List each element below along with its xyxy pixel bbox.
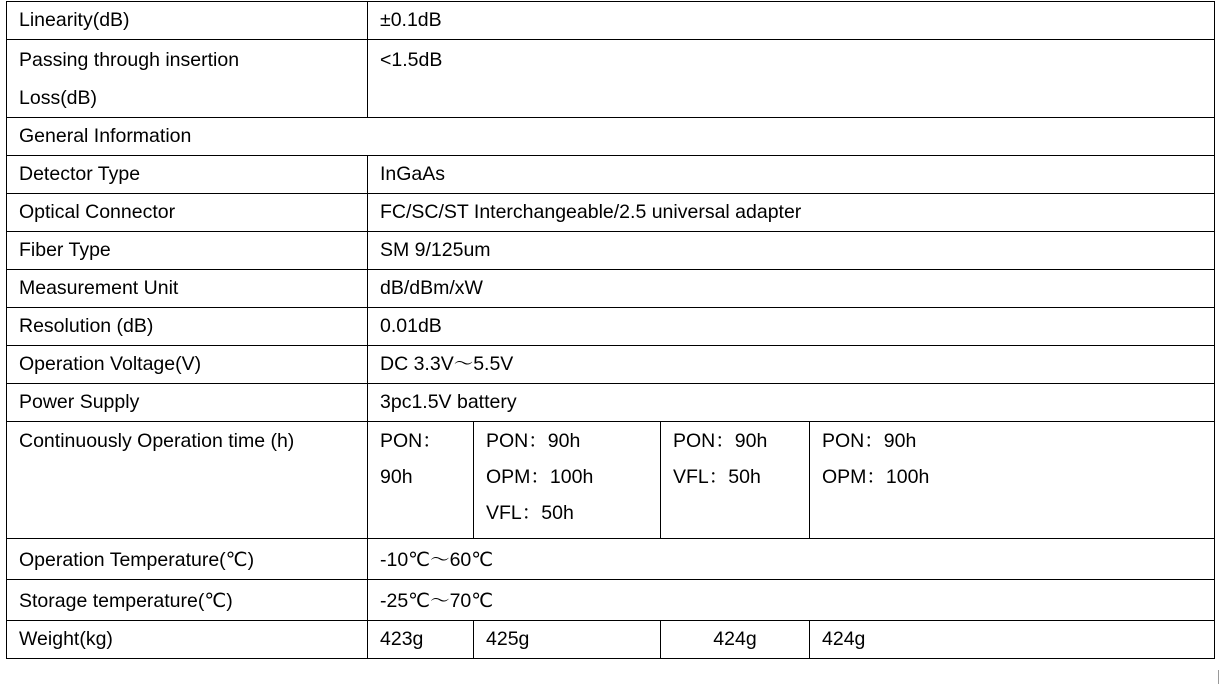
operation-time-model-3-line1: PON：90h: [673, 430, 768, 452]
table-row-operation-voltage: [7, 346, 1215, 384]
table-row-power-supply: [7, 384, 1215, 422]
storage-temperature-label: Storage temperature(℃): [7, 580, 368, 621]
table-row-weight: [7, 621, 1215, 659]
table-row-fiber-type: [7, 232, 1215, 270]
operation-time-model-4-line2: OPM：100h: [822, 466, 930, 488]
operation-time-label: Continuously Operation time (h): [7, 422, 368, 539]
measurement-unit-value: dB/dBm/xW: [368, 270, 1215, 308]
operation-time-model-2-line3: VFL：50h: [486, 502, 574, 524]
general-information-heading: General Information: [7, 118, 1215, 156]
fiber-type-value: SM 9/125um: [368, 232, 1215, 270]
operation-time-model-4: [810, 422, 1215, 539]
optical-connector-value: FC/SC/ST Interchangeable/2.5 universal adapter: [368, 194, 1215, 232]
weight-label: Weight(kg): [7, 621, 368, 659]
table-row-general-information: [7, 118, 1215, 156]
operation-time-model-1: [368, 422, 474, 539]
table-row-optical-connector: [7, 194, 1215, 232]
table-row-storage-temperature: [7, 580, 1215, 621]
power-supply-label: Power Supply: [7, 384, 368, 422]
resolution-value: 0.01dB: [368, 308, 1215, 346]
operation-time-model-2-line1: PON：90h: [486, 430, 581, 452]
weight-value-4: 424g: [810, 621, 1215, 659]
operation-time-model-3-line2: VFL：50h: [673, 466, 761, 488]
insertion-loss-label-line1: Passing through insertion: [19, 49, 240, 71]
fiber-type-label: Fiber Type: [7, 232, 368, 270]
insertion-loss-label: [7, 40, 368, 118]
insertion-loss-label-line2: Loss(dB): [19, 87, 98, 109]
table-row-operation-time: [7, 422, 1215, 539]
specification-table: [6, 1, 1215, 659]
weight-value-2: 425g: [474, 621, 661, 659]
operation-time-model-3: [661, 422, 810, 539]
operation-time-model-4-line1: PON：90h: [822, 430, 917, 452]
operation-time-model-1-line1: PON：: [380, 430, 442, 452]
linearity-value: ±0.1dB: [368, 2, 1215, 40]
page-edge-mark: [1218, 670, 1219, 684]
linearity-label: Linearity(dB): [7, 2, 368, 40]
detector-type-value: InGaAs: [368, 156, 1215, 194]
operation-temperature-value: -10℃～60℃: [368, 539, 1215, 580]
measurement-unit-label: Measurement Unit: [7, 270, 368, 308]
operation-temperature-label: Operation Temperature(℃): [7, 539, 368, 580]
table-row-operation-temperature: [7, 539, 1215, 580]
operation-voltage-value: DC 3.3V～5.5V: [368, 346, 1215, 384]
power-supply-value: 3pc1.5V battery: [368, 384, 1215, 422]
detector-type-label: Detector Type: [7, 156, 368, 194]
resolution-label: Resolution (dB): [7, 308, 368, 346]
operation-time-model-1-line2: 90h: [380, 466, 413, 488]
optical-connector-label: Optical Connector: [7, 194, 368, 232]
storage-temperature-value: -25℃～70℃: [368, 580, 1215, 621]
operation-voltage-label: Operation Voltage(V): [7, 346, 368, 384]
weight-value-1: 423g: [368, 621, 474, 659]
insertion-loss-value: <1.5dB: [368, 40, 1215, 118]
weight-value-3: 424g: [661, 621, 810, 659]
table-row-insertion-loss: [7, 40, 1215, 118]
table-row-resolution: [7, 308, 1215, 346]
table-row-detector-type: [7, 156, 1215, 194]
operation-time-model-2: [474, 422, 661, 539]
operation-time-model-2-line2: OPM：100h: [486, 466, 594, 488]
table-row-linearity: [7, 2, 1215, 40]
table-row-measurement-unit: [7, 270, 1215, 308]
